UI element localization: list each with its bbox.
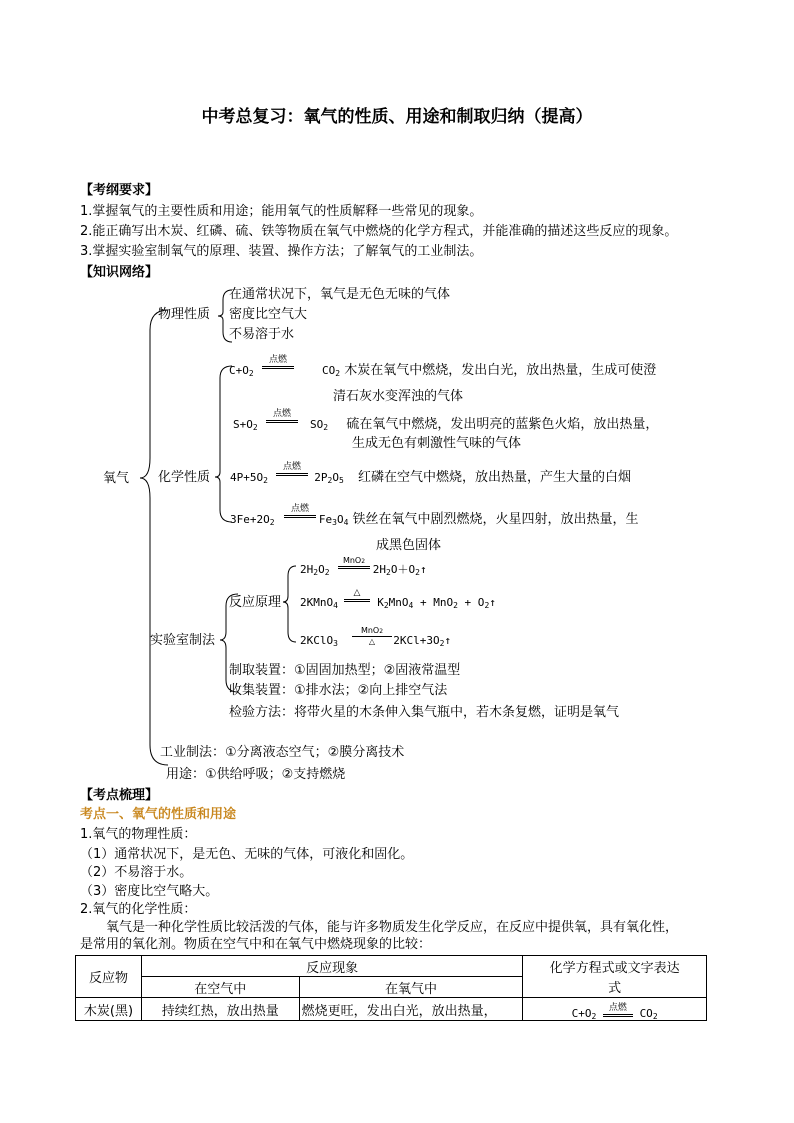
apparatus-line: 制取装置：①固固加热型；②固液常温型 [229, 663, 461, 678]
table-header-cell: 反应物 [76, 956, 142, 998]
collect-line: 收集装置：①排水法；②向上排空气法 [229, 683, 448, 698]
table-cell: 燃烧更旺，发出白光，放出热量， [299, 998, 523, 1021]
brace-principle [283, 566, 296, 642]
list-item: （1）通常状况下，是无色、无味的气体，可液化和固化。 [80, 847, 414, 862]
equation-kclo3: 2KClO$_3$ $2KCl+3O_2↑$ [300, 634, 452, 648]
paragraph: 是常用的氧化剂。物质在空气中和在氧气中燃烧现象的比较： [80, 937, 432, 952]
table-cell-equation: C+O2 点燃 CO2 [523, 998, 707, 1021]
paragraph: 氧气是一种化学性质比较活泼的气体，能与许多物质发生化学反应，在反应中提供氧，具有氧化性， [106, 920, 679, 935]
tree-root-label: 氧气 [103, 471, 130, 486]
section-heading-kaogang: 【考纲要求】 [80, 183, 159, 198]
condition-ignite: 点燃 [262, 356, 294, 369]
physical-item: 在通常状况下，氧气是无色无味的气体 [229, 287, 451, 302]
uses-line: 用途：①供给呼吸；②支持燃烧 [166, 767, 346, 782]
kaogang-item: 2.能正确写出木炭、红磷、硫、铁等物质在氧气中燃烧的化学方程式，并能准确的描述这些反应的现象。 [80, 224, 678, 239]
table-cell: 木炭(黑) [76, 998, 142, 1021]
condition-ignite: 点燃 [284, 505, 316, 518]
reaction-carbon: $C+O_2$ $CO_2$ 木炭在氧气中燃烧，发出白光，放出热量，生成可使澄 [229, 363, 657, 378]
section-heading-wangluo: 【知识网络】 [80, 265, 159, 280]
condition-catalyst: MnO2 [338, 557, 370, 569]
industry-line: 工业制法：①分离液态空气；②膜分离技术 [160, 745, 405, 760]
reaction-iron: $3Fe+2O_2$ $Fe_3O_4$ 铁丝在氧气中剧烈燃烧，火星四射，放出热量，生 [230, 512, 639, 527]
table-header-cell: 反应现象 [141, 956, 522, 977]
kaogang-item: 3.掌握实验室制氧气的原理、装置、操作方法；了解氧气的工业制法。 [80, 244, 483, 259]
kaogang-item: 1.掌握氧气的主要性质和用途；能用氧气的性质解释一些常见的现象。 [80, 204, 483, 219]
principle-label: 反应原理 [229, 595, 282, 610]
lab-label: 实验室制法 [150, 633, 216, 648]
list-item: （2）不易溶于水。 [80, 865, 193, 880]
reaction-carbon-desc: 清石灰水变浑浊的气体 [333, 389, 464, 404]
condition-ignite: 点燃 [266, 410, 298, 423]
physical-label: 物理性质 [158, 307, 211, 322]
equation-h2o2: $2H_2O_2$ $2H_2O+O_2↑$ [300, 563, 427, 577]
condition-heat: △ [344, 589, 370, 602]
paragraph: 2.氧气的化学性质： [80, 902, 197, 917]
table-cell: 持续红热，放出热量 [141, 998, 299, 1021]
table-row [76, 956, 707, 977]
condition-catalyst-heat: MnO2 △ [352, 627, 392, 646]
brace-root [140, 310, 168, 765]
table-row [76, 998, 707, 1021]
brace-chemical [215, 366, 232, 522]
test-line: 检验方法：将带火星的木条伸入集气瓶中，若木条复燃，证明是氧气 [229, 705, 620, 720]
table-header-cell: 在氧气中 [299, 977, 523, 998]
reaction-sulfur: $S+O_2$ $SO_2$ 硫在氧气中燃烧，发出明亮的蓝紫色火焰，放出热量， [233, 417, 659, 432]
list-item: （3）密度比空气略大。 [80, 884, 219, 899]
reaction-iron-desc: 成黑色固体 [376, 538, 442, 553]
table-header-cell: 化学方程式或文字表达 [523, 956, 707, 977]
paragraph: 1.氧气的物理性质： [80, 827, 197, 842]
reaction-phosphorus: $4P+5O_2$ $2P_2O_5$ 红磷在空气中燃烧，放出热量，产生大量的白烟 [230, 470, 632, 485]
point-heading: 考点一、氧气的性质和用途 [80, 807, 237, 822]
physical-item: 密度比空气大 [229, 307, 308, 322]
section-heading-kaodian: 【考点梳理】 [80, 788, 159, 803]
combustion-comparison-table [75, 955, 707, 1021]
table-header-cell: 在空气中 [141, 977, 299, 998]
table-row [76, 977, 707, 998]
physical-item: 不易溶于水 [229, 327, 295, 342]
table-header-cell: 式 [523, 977, 707, 998]
page-title: 中考总复习：氧气的性质、用途和制取归纳（提高） [201, 107, 593, 127]
reaction-sulfur-desc: 生成无色有刺激性气味的气体 [352, 436, 522, 451]
equation-kmno4: 2KMnO$_4$ $K_2MnO_4 + MnO_2$ + $O_2↑$ [300, 596, 496, 610]
condition-ignite: 点燃 [276, 463, 308, 476]
chemical-label: 化学性质 [158, 470, 211, 485]
